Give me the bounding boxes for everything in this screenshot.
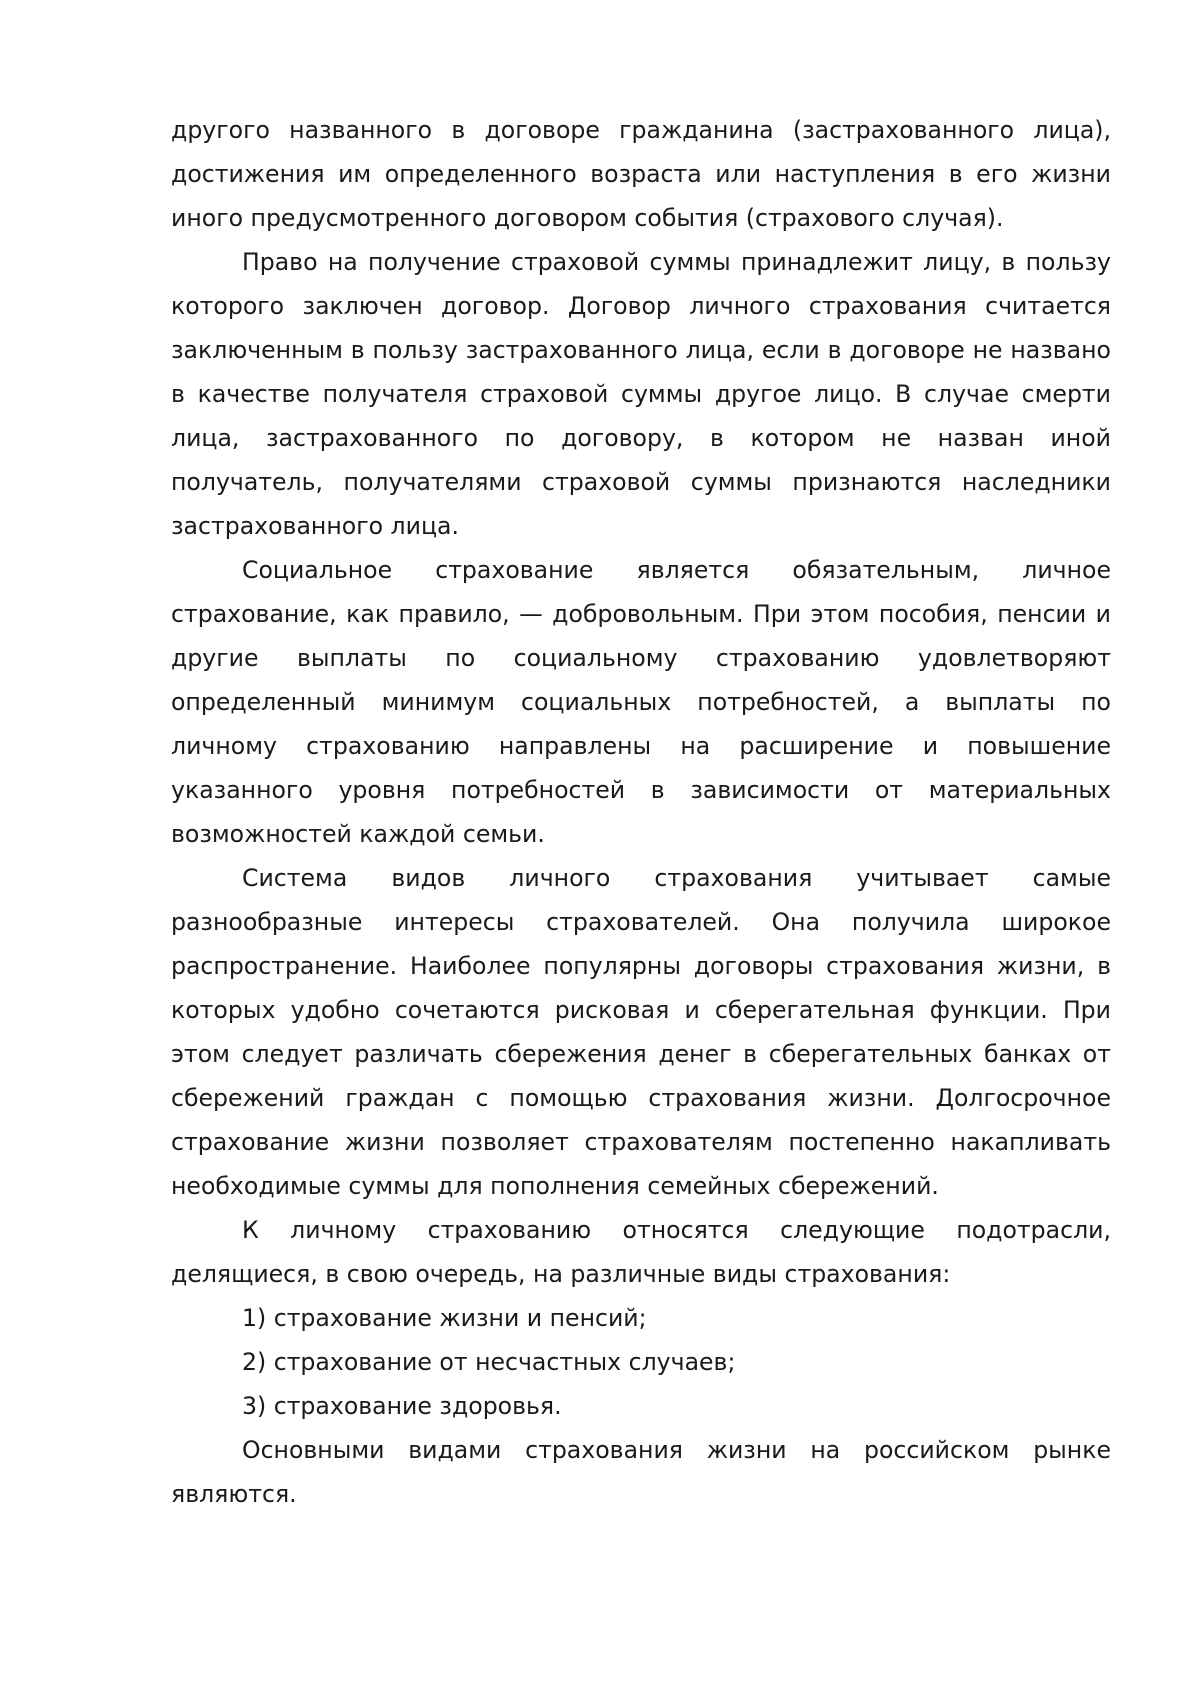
paragraph-beneficiary: Право на получение страховой суммы принадлежит лицу, в пользу которого заключен договор. Договор личного страхования считается заключенным в пользу застрахованного лица, если в договоре не названо в качестве получателя страховой суммы другое лицо. В случае смерти лица, застрахованного по договору, в котором не назван иной получатель, получателями страховой суммы признаются наследники застрахованного лица. — [171, 248, 1111, 540]
paragraph-social-insurance: Социальное страхование является обязательным, личное страхование, как правило, — добровольным. При этом пособия, пенсии и другие выплаты по социальному страхованию удовлетворяют определенный минимум социальных потребностей, а выплаты по личному страхованию направлены на расширение и повышение указанного уровня потребностей в зависимости от материальных возможностей каждой семьи. — [171, 556, 1111, 848]
paragraph-types-system: Система видов личного страхования учитывает самые разнообразные интересы страхователей. Она получила широкое распространение. Наиболее популярны договоры страхования жизни, в которых удобно сочетаются рисковая и сберегательная функции. При этом следует различать сбережения денег в сберегательных банках от сбережений граждан с помощью страхования жизни. Долгосрочное страхование жизни позволяет страхователям постепенно накапливать необходимые суммы для пополнения семейных сбережений. — [171, 864, 1111, 1200]
paragraph-closing: Основными видами страхования жизни на российском рынке являются. — [171, 1436, 1111, 1508]
paragraph-continuation: другого названного в договоре гражданина (застрахованного лица), достижения им определенного возраста или наступления в его жизни иного предусмотренного договором события (страхового случая). — [171, 116, 1111, 232]
paragraph-subsectors: К личному страхованию относятся следующие подотрасли, делящиеся, в свою очередь, на различные виды страхования: — [171, 1216, 1111, 1288]
document-page — [171, 108, 1111, 1516]
subsector-list — [171, 1296, 1111, 1428]
list-item: 3) страхование здоровья. — [242, 1392, 562, 1420]
list-item: 2) страхование от несчастных случаев; — [242, 1348, 736, 1376]
list-item: 1) страхование жизни и пенсий; — [242, 1304, 647, 1332]
